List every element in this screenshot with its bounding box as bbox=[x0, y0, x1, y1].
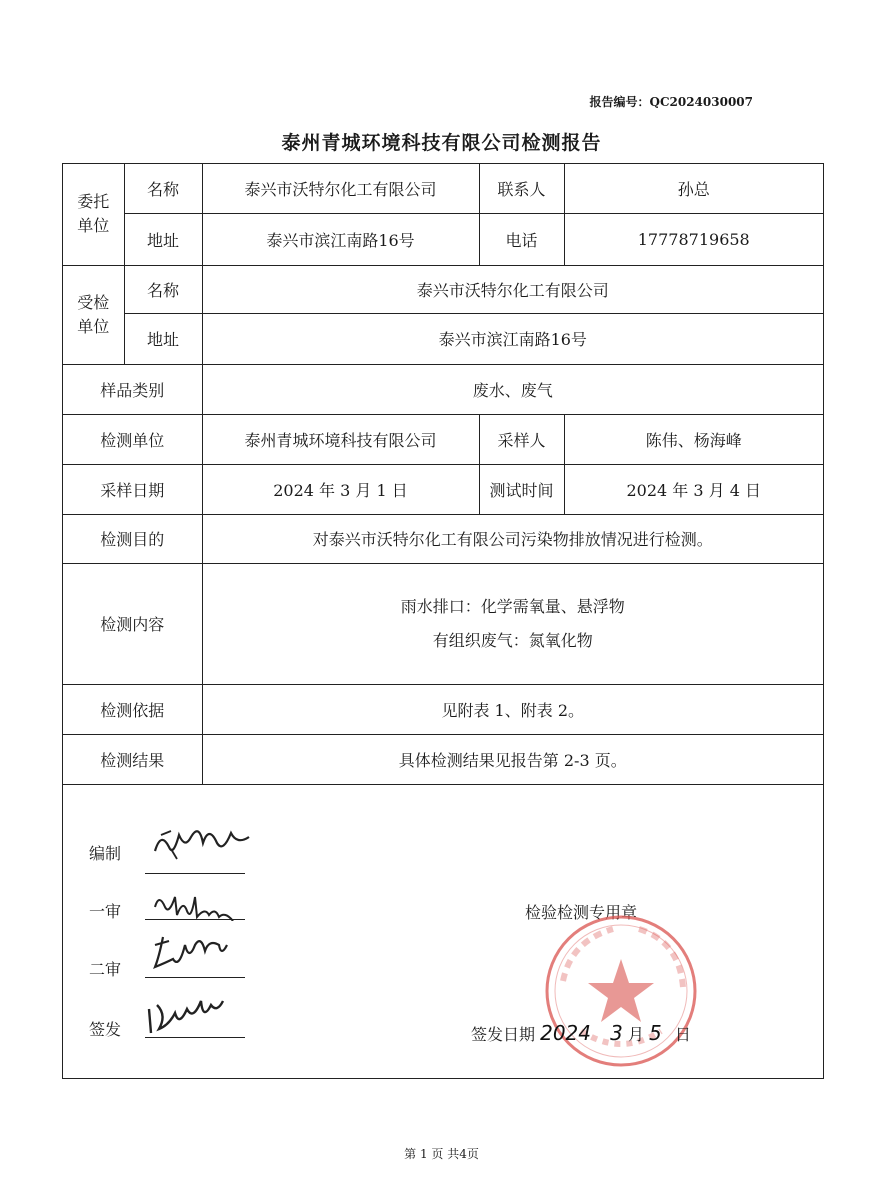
basis: 见附表 1、附表 2。 bbox=[202, 684, 823, 734]
client-phone: 17778719658 bbox=[564, 213, 823, 265]
compile-line bbox=[145, 873, 245, 874]
report-table-frame bbox=[62, 163, 824, 1079]
review2-label: 二审 bbox=[89, 959, 122, 979]
issue-label: 签发 bbox=[89, 1019, 122, 1039]
content-line-2: 有组织废气：氮氧化物 bbox=[432, 630, 593, 650]
content-label: 检测内容 bbox=[63, 563, 202, 684]
sample-type: 废水、废气 bbox=[202, 364, 823, 414]
report-number-value: QC2024030007 bbox=[649, 95, 753, 109]
content-line-1: 雨水排口：化学需氧量、悬浮物 bbox=[400, 596, 625, 616]
report-table bbox=[63, 164, 823, 785]
inspected-address-row bbox=[63, 313, 823, 364]
test-unit-label: 检测单位 bbox=[63, 414, 202, 464]
issue-date-year: 2024 bbox=[540, 1020, 592, 1045]
review1-signature bbox=[145, 885, 255, 921]
client-contact-label: 联系人 bbox=[479, 164, 564, 213]
test-unit-row bbox=[63, 414, 823, 464]
purpose-row bbox=[63, 514, 823, 563]
review2-signature bbox=[147, 933, 247, 977]
inspected-address: 泰兴市滨江南路16号 bbox=[202, 313, 823, 364]
review1-label: 一审 bbox=[89, 901, 122, 921]
page-footer: 第 1 页 共4页 bbox=[404, 1147, 479, 1161]
inspected-address-label: 地址 bbox=[124, 313, 202, 364]
test-unit: 泰州青城环境科技有限公司 bbox=[202, 414, 479, 464]
client-contact: 孙总 bbox=[564, 164, 823, 213]
sample-date: 2024 年 3 月 1 日 bbox=[202, 464, 479, 514]
sample-date-label: 采样日期 bbox=[63, 464, 202, 514]
content-row bbox=[63, 563, 823, 684]
content bbox=[202, 563, 823, 684]
issue-date bbox=[471, 1021, 691, 1045]
sample-type-row bbox=[63, 364, 823, 414]
client-phone-label: 电话 bbox=[479, 213, 564, 265]
client-name-row bbox=[63, 164, 823, 213]
compile-label: 编制 bbox=[89, 843, 122, 863]
client-address: 泰兴市滨江南路16号 bbox=[202, 213, 479, 265]
purpose: 对泰兴市沃特尔化工有限公司污染物排放情况进行检测。 bbox=[202, 514, 823, 563]
inspected-section-label: 受检单位 bbox=[63, 265, 124, 364]
client-name: 泰兴市沃特尔化工有限公司 bbox=[202, 164, 479, 213]
official-seal-icon bbox=[541, 911, 701, 1071]
compile-signature bbox=[147, 821, 257, 865]
issue-line bbox=[145, 1037, 245, 1038]
result-label: 检测结果 bbox=[63, 734, 202, 784]
signature-area bbox=[63, 785, 823, 1074]
issue-date-day: 5 bbox=[649, 1020, 662, 1045]
issue-date-month: 3 bbox=[610, 1020, 623, 1045]
result: 具体检测结果见报告第 2-3 页。 bbox=[202, 734, 823, 784]
client-address-row bbox=[63, 213, 823, 265]
report-number bbox=[589, 93, 753, 110]
sampler-label: 采样人 bbox=[479, 414, 564, 464]
client-section-label: 委托单位 bbox=[63, 164, 124, 265]
dates-row bbox=[63, 464, 823, 514]
issue-date-label: 签发日期 bbox=[471, 1024, 536, 1044]
report-number-label: 报告编号： bbox=[589, 95, 650, 109]
inspected-name-row bbox=[63, 265, 823, 313]
client-name-label: 名称 bbox=[124, 164, 202, 213]
basis-label: 检测依据 bbox=[63, 684, 202, 734]
inspected-name-label: 名称 bbox=[124, 265, 202, 313]
issue-signature bbox=[143, 995, 243, 1041]
inspected-name: 泰兴市沃特尔化工有限公司 bbox=[202, 265, 823, 313]
issue-date-day-unit: 日 bbox=[674, 1024, 691, 1044]
issue-date-month-unit: 月 bbox=[627, 1024, 644, 1044]
test-date: 2024 年 3 月 4 日 bbox=[564, 464, 823, 514]
sampler: 陈伟、杨海峰 bbox=[564, 414, 823, 464]
basis-row bbox=[63, 684, 823, 734]
client-address-label: 地址 bbox=[124, 213, 202, 265]
sample-type-label: 样品类别 bbox=[63, 364, 202, 414]
review1-line bbox=[145, 919, 245, 920]
test-date-label: 测试时间 bbox=[479, 464, 564, 514]
stamp-caption: 检验检测专用章 bbox=[525, 902, 638, 922]
purpose-label: 检测目的 bbox=[63, 514, 202, 563]
result-row bbox=[63, 734, 823, 784]
page-title: 泰州青城环境科技有限公司检测报告 bbox=[281, 132, 602, 154]
review2-line bbox=[145, 977, 245, 978]
